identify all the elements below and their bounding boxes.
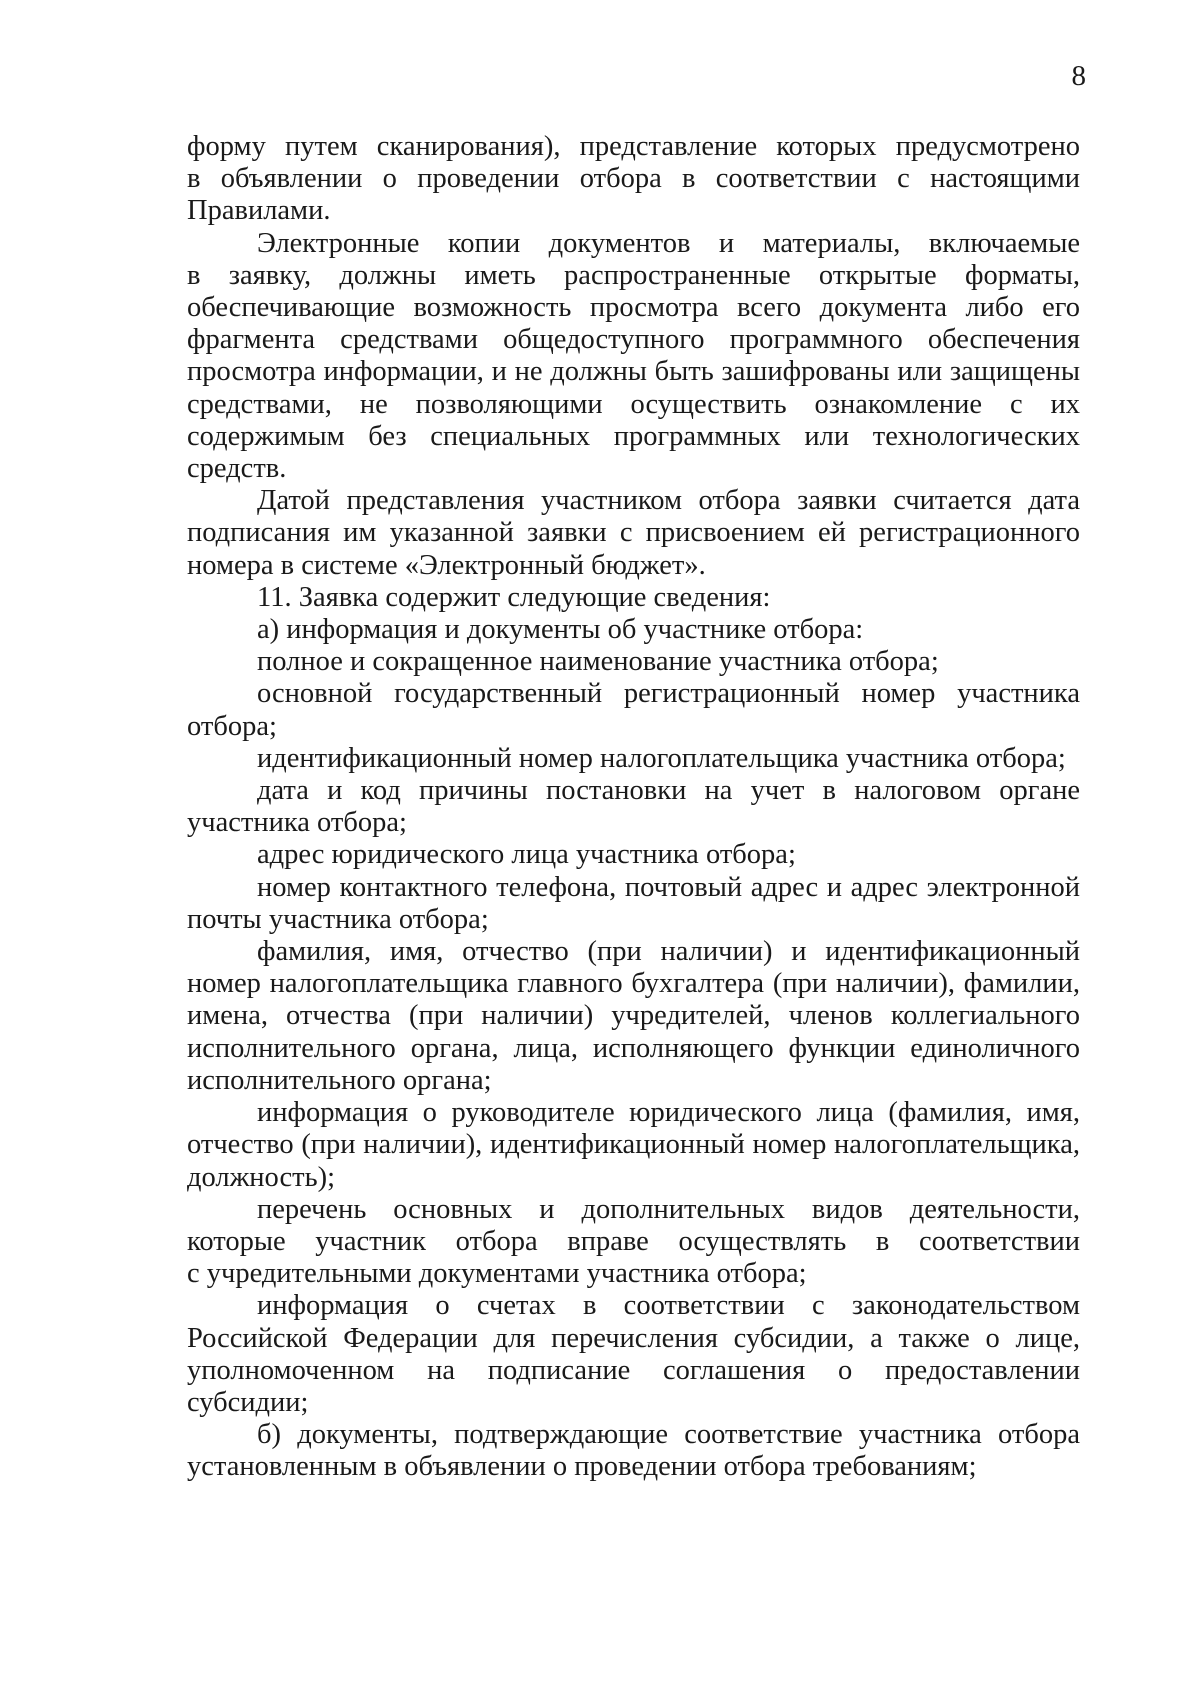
- text-line: Датой представления участником отбора заявки считается дата: [257, 485, 1080, 517]
- text-line: средств.: [187, 453, 287, 485]
- text-line: установленным в объявлении о проведении отбора требованиям;: [187, 1451, 977, 1483]
- paragraph-submission-date: [187, 485, 1080, 582]
- text-line: участника отбора;: [187, 807, 407, 839]
- text-line: Правилами.: [187, 195, 331, 227]
- paragraph-head-info: [187, 1097, 1080, 1194]
- paragraph-contacts: [187, 872, 1080, 936]
- paragraph-electronic-copies: [187, 228, 1080, 486]
- paragraph-item-11: [187, 582, 1080, 614]
- text-line: почты участника отбора;: [187, 903, 489, 935]
- text-line: отбора;: [187, 710, 277, 742]
- text-line: дата и код причины постановки на учет в налоговом органе: [257, 775, 1080, 807]
- text-line: перечень основных и дополнительных видов деятельности,: [257, 1193, 1080, 1225]
- text-line: субсидии;: [187, 1386, 309, 1418]
- text-line: основной государственный регистрационный номер участника: [257, 678, 1080, 710]
- text-line: уполномоченном на подписание соглашения о предоставлении: [187, 1354, 1080, 1386]
- text-line: средствами, не позволяющими осуществить ознакомление с их: [187, 388, 1080, 420]
- text-line: идентификационный номер налогоплательщика участника отбора;: [257, 742, 1066, 774]
- text-line: исполнительного органа, лица, исполняющего функции единоличного: [187, 1032, 1080, 1064]
- text-line: Российской Федерации для перечисления субсидии, а также о лице,: [187, 1322, 1080, 1354]
- paragraph-inn: [187, 743, 1080, 775]
- text-line: а) информация и документы об участнике отбора:: [257, 614, 864, 646]
- text-line: б) документы, подтверждающие соответствие участника отбора: [257, 1419, 1080, 1451]
- text-line: подписания им указанной заявки с присвоением ей регистрационного: [187, 517, 1080, 549]
- paragraph-accountant-founders: [187, 936, 1080, 1097]
- text-line: номера в системе «Электронный бюджет».: [187, 549, 706, 581]
- text-line: в объявлении о проведении отбора в соответствии с настоящими: [187, 163, 1080, 195]
- text-line: 11. Заявка содержит следующие сведения:: [257, 581, 771, 613]
- paragraph-kpp: [187, 775, 1080, 839]
- text-line: информация о счетах в соответствии с законодательством: [257, 1290, 1080, 1322]
- text-line: номер контактного телефона, почтовый адрес и адрес электронной: [257, 871, 1080, 903]
- paragraph-accounts: [187, 1290, 1080, 1419]
- text-line: адрес юридического лица участника отбора;: [257, 839, 796, 871]
- text-line: которые участник отбора вправе осуществлять в соответствии: [187, 1225, 1080, 1257]
- text-line: номер налогоплательщика главного бухгалтера (при наличии), фамилии,: [187, 968, 1080, 1000]
- text-line: просмотра информации, и не должны быть зашифрованы или защищены: [187, 356, 1080, 388]
- text-line: фрагмента средствами общедоступного программного обеспечения: [187, 324, 1080, 356]
- text-line: имена, отчества (при наличии) учредителей, членов коллегиального: [187, 1000, 1080, 1032]
- text-line: с учредительными документами участника отбора;: [187, 1258, 807, 1290]
- text-line: должность);: [187, 1161, 336, 1193]
- text-line: информация о руководителе юридического лица (фамилия, имя,: [257, 1097, 1080, 1129]
- paragraph-ogrn: [187, 678, 1080, 742]
- text-line: полное и сокращенное наименование участника отбора;: [257, 646, 939, 678]
- text-line: Электронные копии документов и материалы, включаемые: [257, 227, 1080, 259]
- text-line: фамилия, имя, отчество (при наличии) и идентификационный: [257, 936, 1080, 968]
- text-line: исполнительного органа;: [187, 1064, 492, 1096]
- text-line: форму путем сканирования), представление которых предусмотрено: [187, 131, 1080, 162]
- text-line: обеспечивающие возможность просмотра всего документа либо его: [187, 292, 1080, 324]
- page-number: 8: [1071, 60, 1086, 92]
- paragraph-item-b: [187, 1419, 1080, 1483]
- paragraph-item-a: [187, 614, 1080, 646]
- paragraph-legal-address: [187, 839, 1080, 871]
- paragraph-scanning-form: [187, 131, 1080, 228]
- document-body: [187, 131, 1080, 1484]
- text-line: в заявку, должны иметь распространенные открытые форматы,: [187, 259, 1080, 291]
- paragraph-full-name: [187, 646, 1080, 678]
- text-line: отчество (при наличии), идентификационный номер налогоплательщика,: [187, 1129, 1080, 1161]
- paragraph-activities: [187, 1194, 1080, 1291]
- text-line: содержимым без специальных программных или технологических: [187, 420, 1080, 452]
